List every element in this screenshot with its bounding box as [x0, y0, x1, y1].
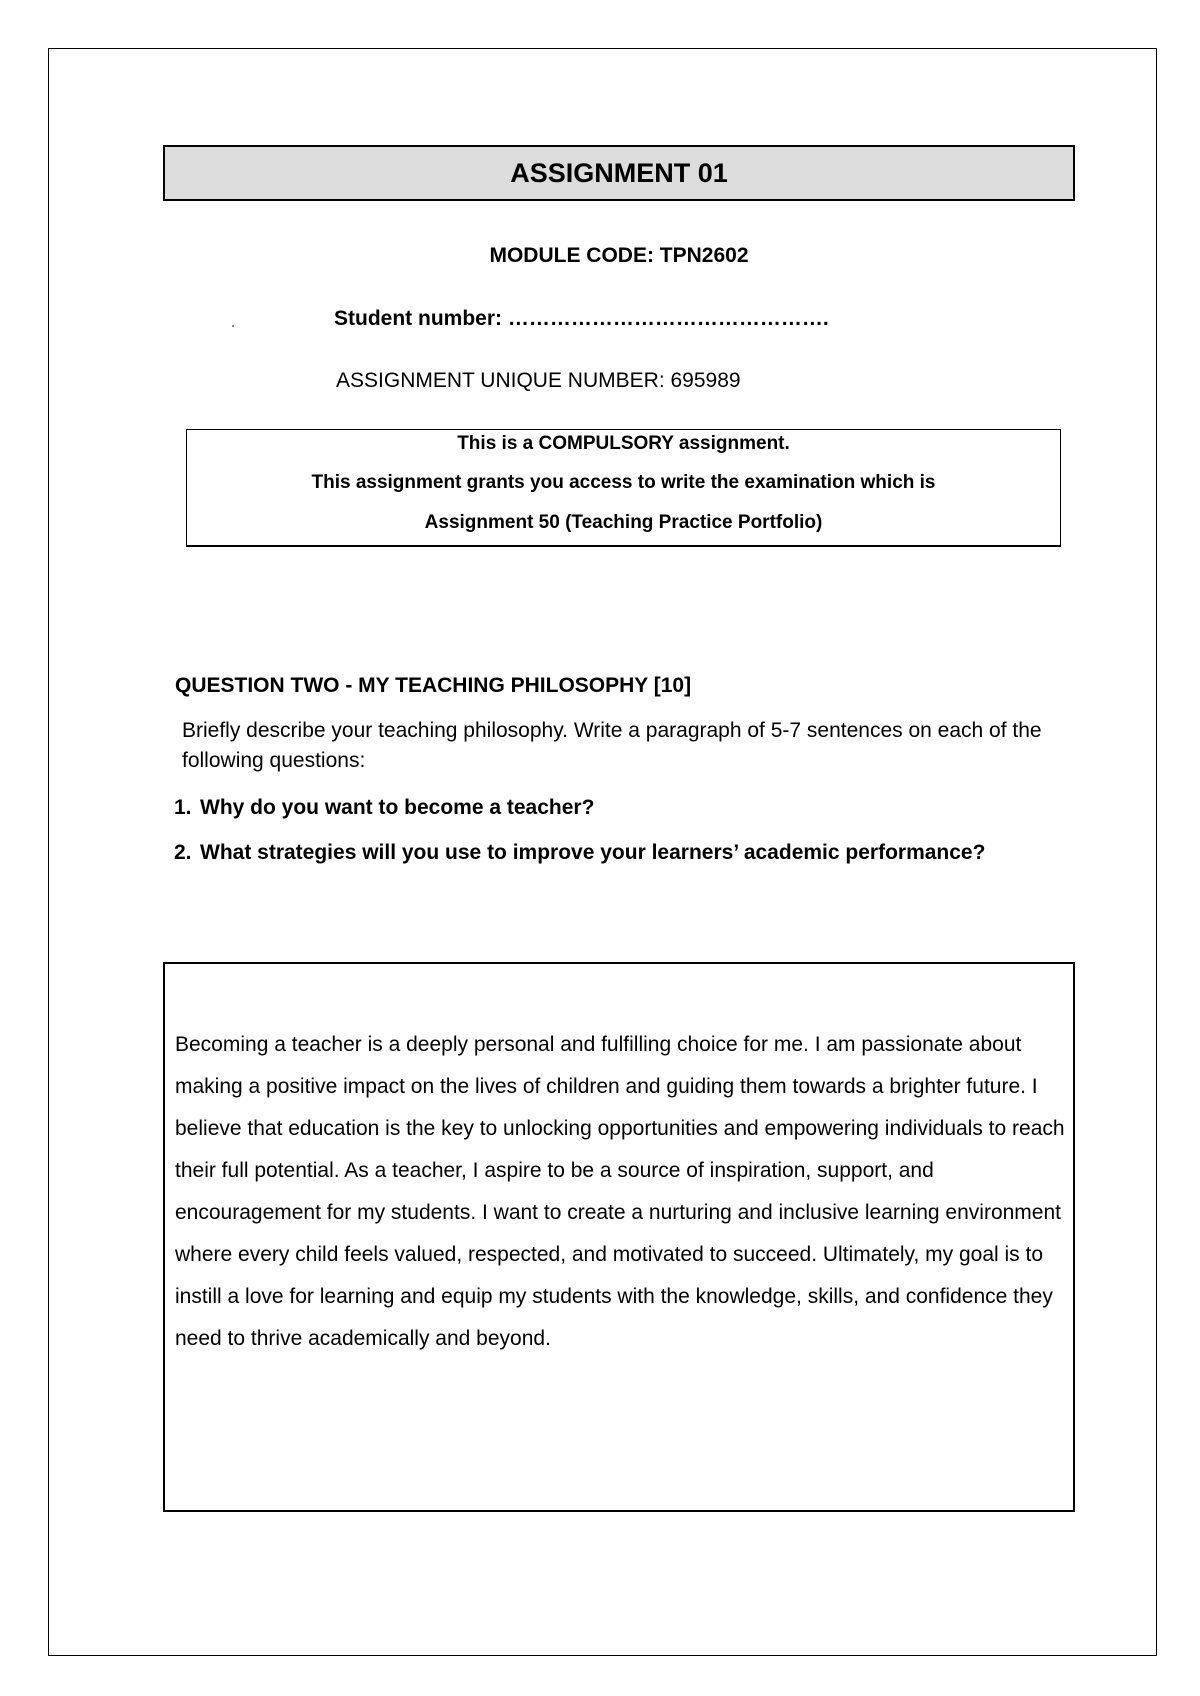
list-item-number: 1. — [174, 796, 192, 819]
answer-box — [163, 962, 1075, 1512]
notice-line: This is a COMPULSORY assignment. — [457, 433, 790, 454]
assignment-title: ASSIGNMENT 01 — [163, 145, 1075, 201]
stray-mark — [232, 325, 234, 327]
question-list — [174, 793, 1074, 883]
module-code: MODULE CODE: TPN2602 — [489, 244, 749, 267]
list-item-number: 2. — [174, 841, 192, 864]
list-item — [174, 838, 1074, 868]
list-item — [174, 793, 1074, 823]
list-item-text: What strategies will you use to improve your learners’ academic performance? — [200, 841, 986, 864]
compulsory-notice-box — [186, 429, 1061, 547]
assignment-unique-number: ASSIGNMENT UNIQUE NUMBER: 695989 — [336, 369, 741, 392]
student-number-field: Student number: ………………………………………. — [334, 307, 829, 330]
notice-line: Assignment 50 (Teaching Practice Portfolio) — [424, 512, 823, 533]
question-description: Briefly describe your teaching philosophy. Write a paragraph of 5-7 sentences on each of the following questions: — [182, 719, 1042, 772]
question-title: QUESTION TWO - MY TEACHING PHILOSOPHY [10] — [175, 674, 692, 697]
notice-line: This assignment grants you access to write the examination which is — [311, 472, 936, 493]
answer-paragraph: Becoming a teacher is a deeply personal and fulfilling choice for me. I am passionate about making a positive impact on the lives of children and guiding them towards a brighter future. I believe that education is the key to unlocking opportunities and empowering individuals to reach their full potential. As a teacher, I aspire to be a source of inspiration, support, and encouragement for my students. I want to create a nurturing and inclusive learning environment where every child feels valued, respected, and motivated to succeed. Ultimately, my goal is to instill a love for learning and equip my students with the knowledge, skills, and confidence they need to thrive academically and beyond. — [175, 1033, 1065, 1350]
list-item-text: Why do you want to become a teacher? — [200, 796, 595, 819]
